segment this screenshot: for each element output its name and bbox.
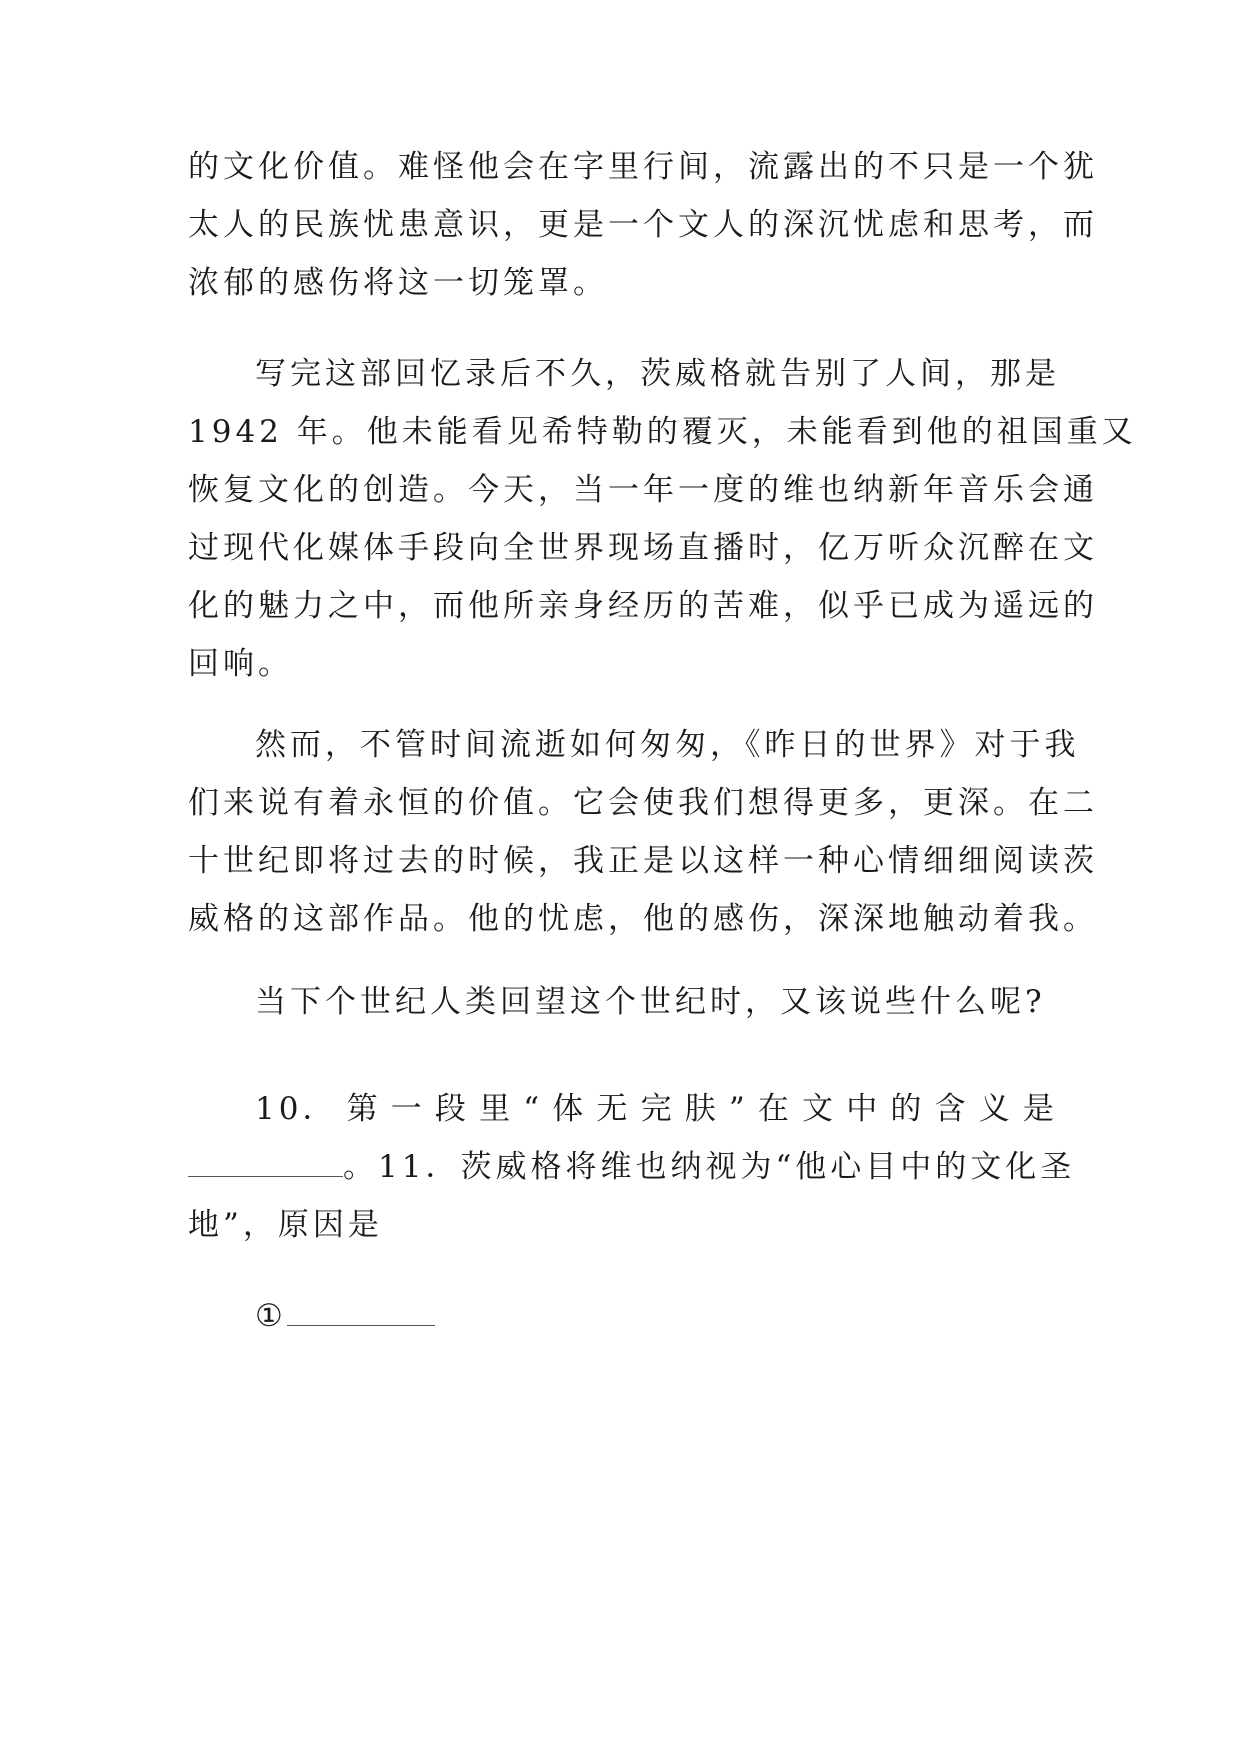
paragraph-2-line-2: 1942 年。他未能看见希特勒的覆灭，未能看到他的祖国重又 <box>188 414 1137 450</box>
answer-item-1-line <box>188 1287 1058 1345</box>
q10-part: 完 <box>640 1091 676 1127</box>
paragraph-1-line-3: 浓郁的感伤将这一切笼罩。 <box>188 265 608 301</box>
item-1-marker: ① <box>255 1298 287 1334</box>
q10-part: 体 <box>552 1091 588 1127</box>
q10-part: 是 <box>1022 1091 1058 1127</box>
q10-part: 肤 <box>684 1091 720 1127</box>
paragraph-3-line-3: 十世纪即将过去的时候，我正是以这样一种心情细细阅读茨 <box>188 843 1098 879</box>
paragraph-3-line-4: 威格的这部作品。他的忧虑，他的感伤，深深地触动着我。 <box>188 901 1098 937</box>
paragraph-3-line-2: 们来说有着永恒的价值。它会使我们想得更多，更深。在二 <box>188 785 1098 821</box>
paragraph-2-line-3: 恢复文化的创造。今天，当一年一度的维也纳新年音乐会通 <box>188 472 1098 508</box>
q10-part: 里 <box>479 1091 515 1127</box>
paragraph-2-line-5: 化的魅力之中，而他所亲身经历的苦难，似乎已成为遥远的 <box>188 588 1098 624</box>
q10-part: 10． <box>255 1091 338 1127</box>
paragraph-2 <box>188 345 1137 693</box>
paragraph-4-line-1: 当下个世纪人类回望这个世纪时，又该说些什么呢? <box>255 984 1046 1020</box>
q10-part: 中 <box>846 1091 882 1127</box>
answer-item-1 <box>188 1287 1058 1345</box>
paragraph-3 <box>188 716 1098 948</box>
question-11-text: 。11．茨威格将维也纳视为“他心目中的文化圣 <box>343 1149 1076 1185</box>
answer-blank-item-1[interactable] <box>287 1295 435 1326</box>
q10-part: 一 <box>390 1091 426 1127</box>
q10-part: 第 <box>346 1091 382 1127</box>
paragraph-2-line-6: 回响。 <box>188 646 293 682</box>
question-11-line <box>188 1138 1076 1196</box>
q10-part: 含 <box>934 1091 970 1127</box>
q10-part: 无 <box>596 1091 632 1127</box>
paragraph-2-line-1: 写完这部回忆录后不久，茨威格就告别了人间，那是 <box>255 356 1060 392</box>
paragraph-2-line-4: 过现代化媒体手段向全世界现场直播时，亿万听众沉醉在文 <box>188 530 1098 566</box>
q10-part: 的 <box>890 1091 926 1127</box>
paragraph-1 <box>188 138 1098 312</box>
q10-part: 在 <box>757 1091 793 1127</box>
question-block <box>188 1080 1076 1254</box>
q10-part: 义 <box>978 1091 1014 1127</box>
answer-blank-q10[interactable] <box>188 1146 343 1177</box>
q10-part: 段 <box>434 1091 470 1127</box>
paragraph-3-line-1: 然而，不管时间流逝如何匆匆，《昨日的世界》对于我 <box>255 727 1080 763</box>
question-11-line-2: 地”，原因是 <box>188 1207 383 1243</box>
q10-part: ” <box>728 1091 749 1127</box>
paragraph-1-line-1: 的文化价值。难怪他会在字里行间，流露出的不只是一个犹 <box>188 149 1098 185</box>
question-10-line <box>188 1080 1058 1138</box>
q10-part: “ <box>523 1091 544 1127</box>
paragraph-1-line-2: 太人的民族忧患意识，更是一个文人的深沉忧虑和思考，而 <box>188 207 1098 243</box>
q10-part: 文 <box>802 1091 838 1127</box>
paragraph-4 <box>188 973 1058 1031</box>
